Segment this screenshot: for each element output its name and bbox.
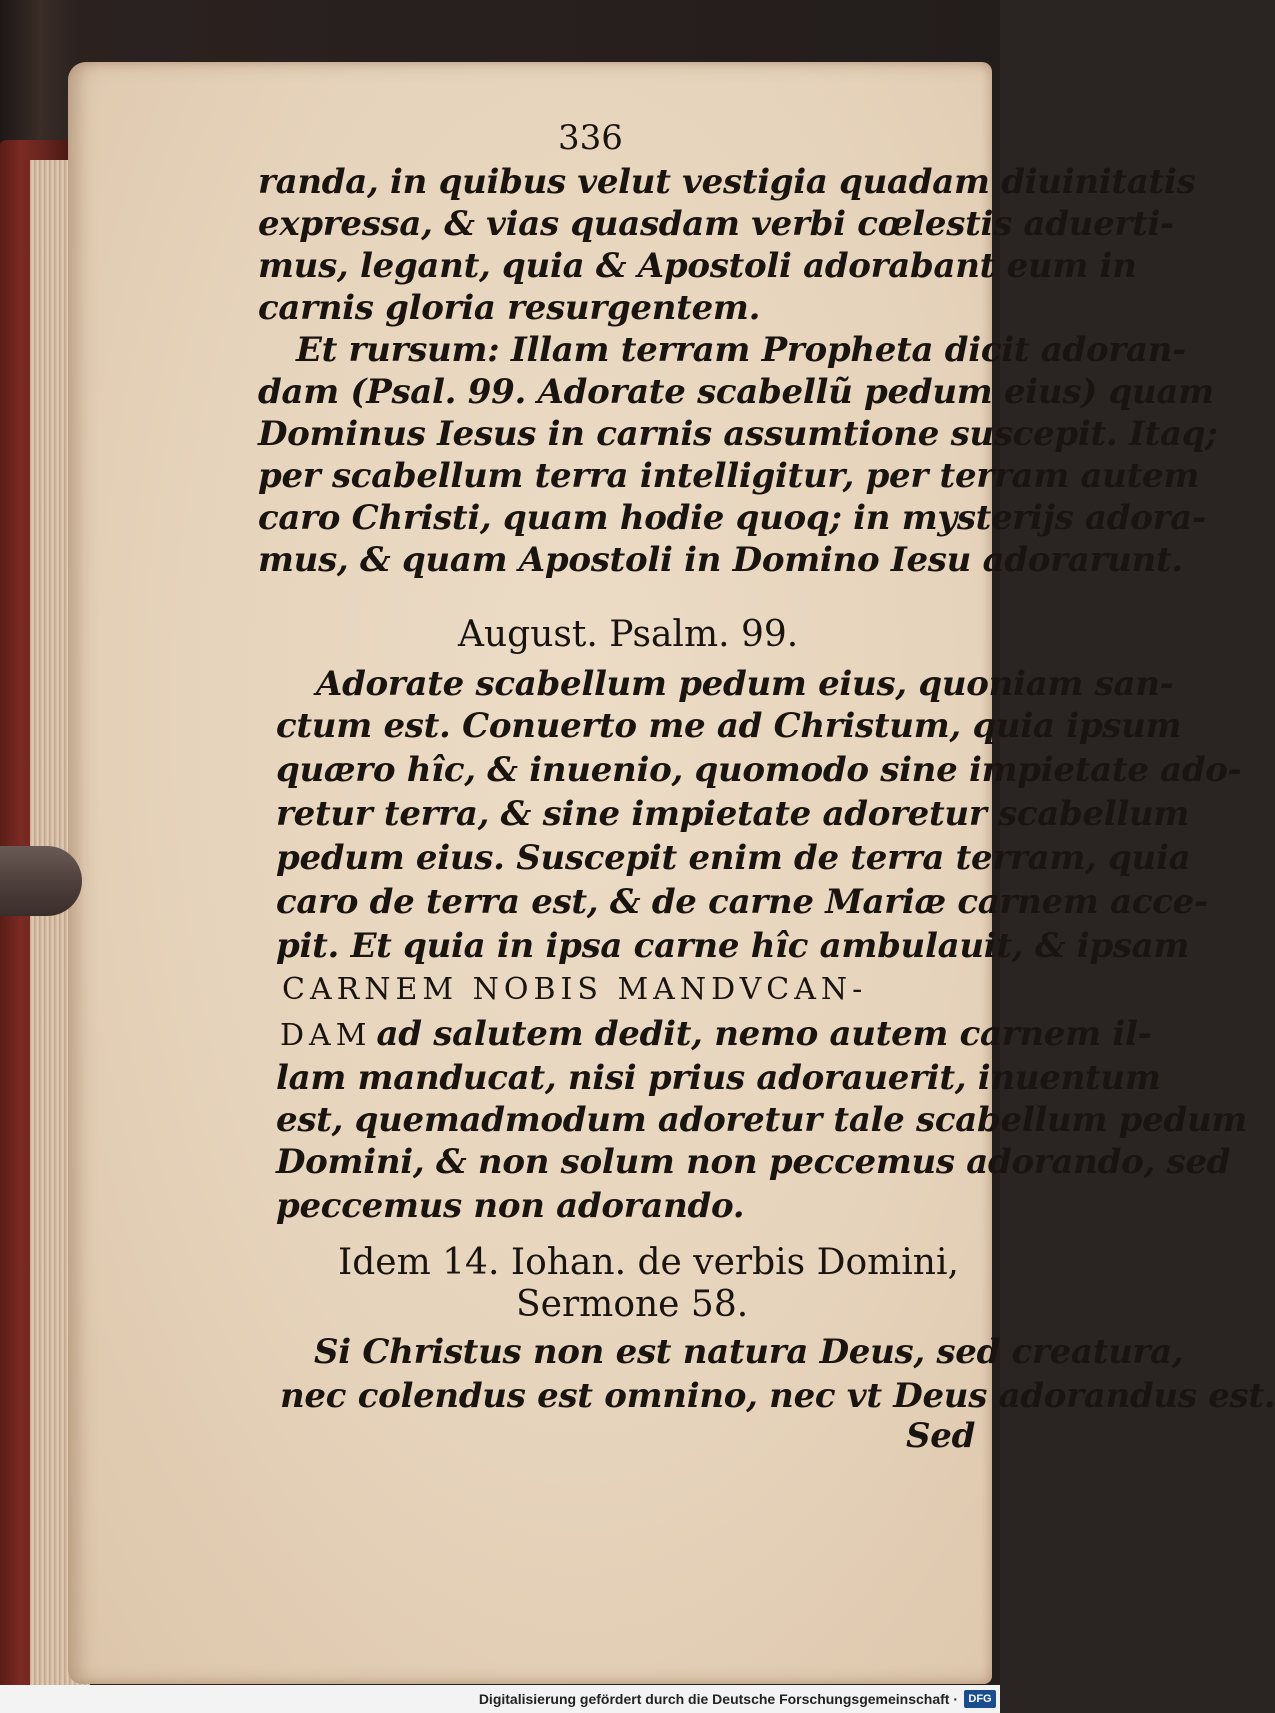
text-line: Adorate scabellum pedum eius, quoniam san- (316, 664, 1174, 704)
text-line: mus, & quam Apostoli in Domino Iesu adorarunt. (258, 540, 1183, 580)
text-line: lam manducat, nisi prius adorauerit, inuentum (276, 1058, 1161, 1098)
text-line: pit. Et quia in ipsa carne hîc ambulauit, & ipsam (276, 926, 1190, 966)
text-line: est, quemadmodum adoretur tale scabellum pedum (276, 1100, 1248, 1140)
text-line: Dominus Iesus in carnis assumtione suscepit. Itaq; (258, 414, 1218, 454)
text-line: peccemus non adorando. (276, 1186, 745, 1226)
text-line: caro Christi, quam hodie quoq; in mysterijs adora- (258, 498, 1206, 538)
digitization-footer (0, 1685, 1000, 1713)
text-line: Domini, & non solum non peccemus adorando, sed (276, 1142, 1231, 1182)
page-number: 336 (558, 118, 623, 158)
section-heading: Idem 14. Iohan. de verbis Domini, (338, 1242, 959, 1283)
text-line: mus, legant, quia & Apostoli adorabant eum in (258, 246, 1137, 286)
text-line: expressa, & vias quasdam verbi cœlestis aduerti- (258, 204, 1174, 244)
section-heading: Sermone 58. (516, 1284, 749, 1325)
section-heading: August. Psalm. 99. (458, 614, 799, 655)
text-line: randa, in quibus velut vestigia quadam diuinitatis (258, 162, 1196, 202)
dfg-logo-icon: DFG (964, 1690, 996, 1708)
text-line: carnis gloria resurgentem. (258, 288, 761, 328)
text-line: dam (Psal. 99. Adorate scabellũ pedum eius) quam (258, 372, 1214, 412)
text-line: pedum eius. Suscepit enim de terra terram, quia (276, 838, 1191, 878)
text-line: Si Christus non est natura Deus, sed creatura, (314, 1332, 1184, 1372)
text-line: retur terra, & sine impietate adoretur scabellum (276, 794, 1190, 834)
small-caps-word: DAM (280, 1018, 372, 1053)
text-line: nec colendus est omnino, nec vt Deus adorandus est. (280, 1376, 1275, 1416)
mixed-line (280, 1014, 1151, 1054)
text-line: caro de terra est, & de carne Mariæ carnem acce- (276, 882, 1208, 922)
footer-credit: Digitalisierung gefördert durch die Deutsche Forschungsgemeinschaft · (478, 1691, 958, 1707)
text-line: ctum est. Conuerto me ad Christum, quia ipsum (276, 706, 1182, 746)
text-fragment: ad salutem dedit, nemo autem carnem il- (376, 1014, 1152, 1054)
text-line: per scabellum terra intelligitur, per terram autem (258, 456, 1200, 496)
text-line: Et rursum: Illam terram Propheta dicit adoran- (296, 330, 1186, 370)
text-line: quæro hîc, & inuenio, quomodo sine impietate ado- (276, 750, 1242, 790)
catchword: Sed (906, 1416, 976, 1456)
small-caps-line: CARNEM NOBIS MANDVCAN- (282, 972, 868, 1007)
